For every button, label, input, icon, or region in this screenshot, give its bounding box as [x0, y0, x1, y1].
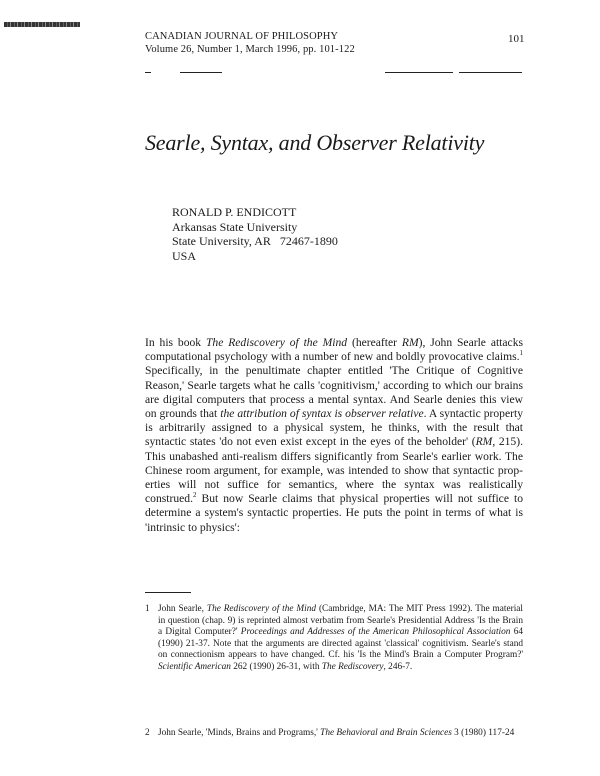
article-title: Searle, Syntax, and Observer Relativity	[145, 130, 485, 155]
text: But now Searle claims that physical properties will not suffice to determine a system's syntactic properties. He puts the point in terms of what is 'intrinsic to physics':	[145, 492, 523, 534]
text: . A syntactic property is arbitrarily assigned to a physical system, he thinks, with the result that syntactic states 'do not even exist except in the eyes of the beholder' (	[145, 407, 524, 449]
emphasis: the attribution of syntax is observer relative	[220, 407, 424, 421]
text: , 246-7.	[383, 661, 413, 672]
text: ), John Searle attacks computational psychology with a number of new and boldly provocative claims.	[145, 336, 524, 364]
author-country: USA	[172, 248, 197, 263]
header-rule	[385, 72, 453, 73]
author-address: State University, AR 72467-1890	[172, 234, 338, 249]
book-title: The Rediscovery	[321, 661, 384, 672]
text: 3 (1980) 117-24	[451, 728, 515, 738]
text: John Searle, 'Minds, Brains and Programs,'	[158, 728, 321, 738]
footnote-ref[interactable]: 2	[192, 491, 197, 500]
text: (hereafter	[347, 336, 402, 349]
text: , 215). This unabashed anti-realism differs significantly from Searle's earlier work. The Chinese room argument, for example, was intended to show that syntactic properties will not suffice for semantics, where the syntax was realistically construed.	[145, 435, 523, 506]
volume-info: Volume 26, Number 1, March 1996, pp. 101-122	[145, 44, 355, 55]
author-affiliation: Arkansas State University	[172, 219, 298, 234]
author-name: RONALD P. ENDICOTT	[172, 205, 297, 219]
paragraph	[145, 336, 523, 535]
footnote-ref[interactable]: 1	[519, 349, 523, 358]
journal-title: The Behavioral and Brain Sciences	[320, 728, 452, 738]
footnote-number: 2	[145, 728, 150, 738]
body-text	[145, 336, 523, 535]
abbreviation: RM	[401, 336, 419, 349]
page-number: 101	[508, 33, 525, 45]
journal-header	[145, 30, 355, 56]
header-rule	[459, 72, 522, 73]
text: In his book	[145, 336, 206, 349]
text: 262 (1990) 26-31, with	[230, 661, 322, 672]
journal-title: Scientific American	[158, 661, 231, 672]
abbreviation: RM	[475, 435, 493, 449]
footnote-2	[145, 728, 523, 740]
text: John Searle,	[158, 604, 207, 614]
footnote-1	[145, 604, 524, 674]
scan-mark	[4, 22, 80, 27]
text: Specifically, in the penultimate chapter entitled 'The Critique of Cognitive Reason,' Searle targets what he calls 'cognitivism,' according to which our brains are digital computers that process a mental syntax. And Searle denies this view on grounds that	[145, 364, 523, 421]
journal-name: CANADIAN JOURNAL OF PHILOSOPHY	[145, 31, 339, 42]
journal-title: Proceedings and Addresses of the American Philosophical Association	[240, 627, 511, 638]
header-rule	[180, 72, 222, 73]
footnote-number: 1	[145, 604, 150, 614]
header-rule	[145, 72, 151, 73]
book-title: The Rediscovery of the Mind	[206, 604, 317, 614]
text: (Cambridge, MA: The MIT Press 1992). The material in question (chap. 9) is reprinted almost verbatim from Searle's Presidential Address 'Is the Brain a Digital Computer?'	[158, 604, 524, 638]
footnote-divider	[145, 592, 191, 593]
author-block	[172, 205, 338, 263]
book-title: The Rediscovery of the Mind	[205, 336, 348, 349]
text: 64 (1990) 21-37. Note that the arguments are directed against 'classical' cognitivism. Searle's stand on connectionism appears to have changed. Cf. his 'Is the Mind's Brain a Computer Program?'	[158, 627, 523, 661]
